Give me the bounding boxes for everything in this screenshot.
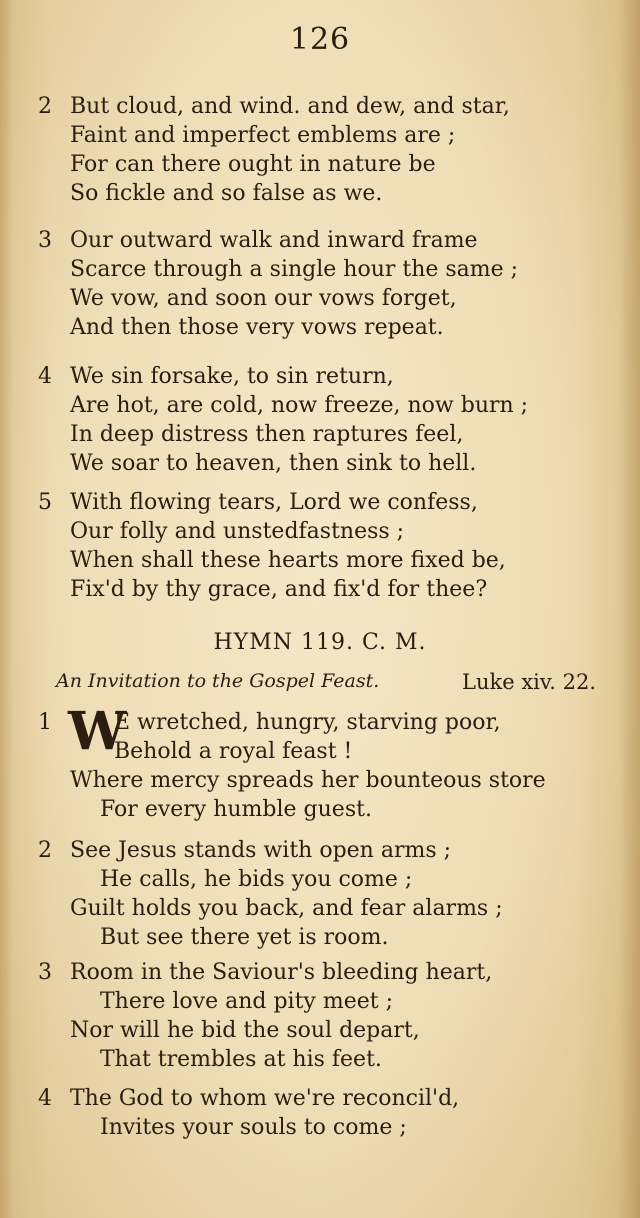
verse-line: In deep distress then raptures feel, [70, 422, 464, 447]
verse-line: Where mercy spreads her bounteous store [70, 768, 546, 793]
stanza-top-2 [38, 92, 608, 208]
stanza-number: 3 [38, 960, 52, 985]
verse-line: We soar to heaven, then sink to hell. [70, 451, 477, 476]
stanza-number: 5 [38, 490, 52, 515]
verse-line: We vow, and soon our vows forget, [70, 286, 457, 311]
verse-line: But cloud, and wind. and dew, and star, [70, 94, 510, 119]
verse-line: Nor will he bid the soul depart, [70, 1018, 420, 1043]
page-number: 126 [289, 22, 351, 57]
verse-line: When shall these hearts more fixed be, [70, 548, 506, 573]
verse-line: Are hot, are cold, now freeze, now burn ; [70, 393, 529, 418]
stanza-top-4 [38, 362, 608, 478]
verse-line: But see there yet is room. [100, 925, 389, 950]
verse-line: So fickle and so false as we. [70, 181, 383, 206]
verse-line: We sin forsake, to sin return, [70, 364, 394, 389]
verse-line: That trembles at his feet. [100, 1047, 382, 1072]
stanza-number: 1 [38, 710, 52, 735]
verse-line: Invites your souls to come ; [100, 1115, 407, 1140]
verse-line: Our outward walk and inward frame [70, 228, 478, 253]
verse-line: And then those very vows repeat. [70, 315, 444, 340]
page-edge-right [618, 0, 640, 1218]
hymn-stanza-3 [38, 958, 608, 1074]
verse-line: Fix'd by thy grace, and fix'd for thee? [70, 577, 488, 602]
hymn-stanza-1 [38, 701, 608, 824]
stanza-top-5 [38, 488, 608, 604]
verse-line: Our folly and unstedfastness ; [70, 519, 405, 544]
hymn-title: HYMN 119. C. M. [213, 630, 427, 655]
hymn-subtitle-text: An Invitation to the Gospel Feast. [56, 670, 380, 692]
hymn-stanza-2 [38, 836, 608, 952]
verse-line: E wretched, hungry, starving poor, [114, 710, 501, 735]
verse-line: There love and pity meet ; [100, 989, 394, 1014]
stanza-top-3 [38, 226, 608, 342]
page-edge-left [0, 0, 14, 1218]
stanza-number: 4 [38, 364, 52, 389]
stanza-number: 2 [38, 838, 52, 863]
verse-line: Scarce through a single hour the same ; [70, 257, 519, 282]
verse-line: He calls, he bids you come ; [100, 867, 413, 892]
hymn-subtitle [56, 670, 596, 700]
stanza-number: 3 [38, 228, 52, 253]
verse-line: For can there ought in nature be [70, 152, 436, 177]
hymn-stanza-4 [38, 1084, 608, 1142]
verse-line: Room in the Saviour's bleeding heart, [70, 960, 493, 985]
verse-line: See Jesus stands with open arms ; [70, 838, 452, 863]
verse-line: With flowing tears, Lord we confess, [70, 490, 478, 515]
stanza-number: 4 [38, 1086, 52, 1111]
stanza-number: 2 [38, 94, 52, 119]
verse-line: The God to whom we're reconcil'd, [70, 1086, 460, 1111]
verse-line: For every humble guest. [100, 797, 372, 822]
drop-cap: W [68, 701, 127, 762]
scripture-reference: Luke xiv. 22. [462, 670, 596, 694]
verse-line: Guilt holds you back, and fear alarms ; [70, 896, 503, 921]
verse-line: Faint and imperfect emblems are ; [70, 123, 456, 148]
verse-line: Behold a royal feast ! [114, 739, 353, 764]
